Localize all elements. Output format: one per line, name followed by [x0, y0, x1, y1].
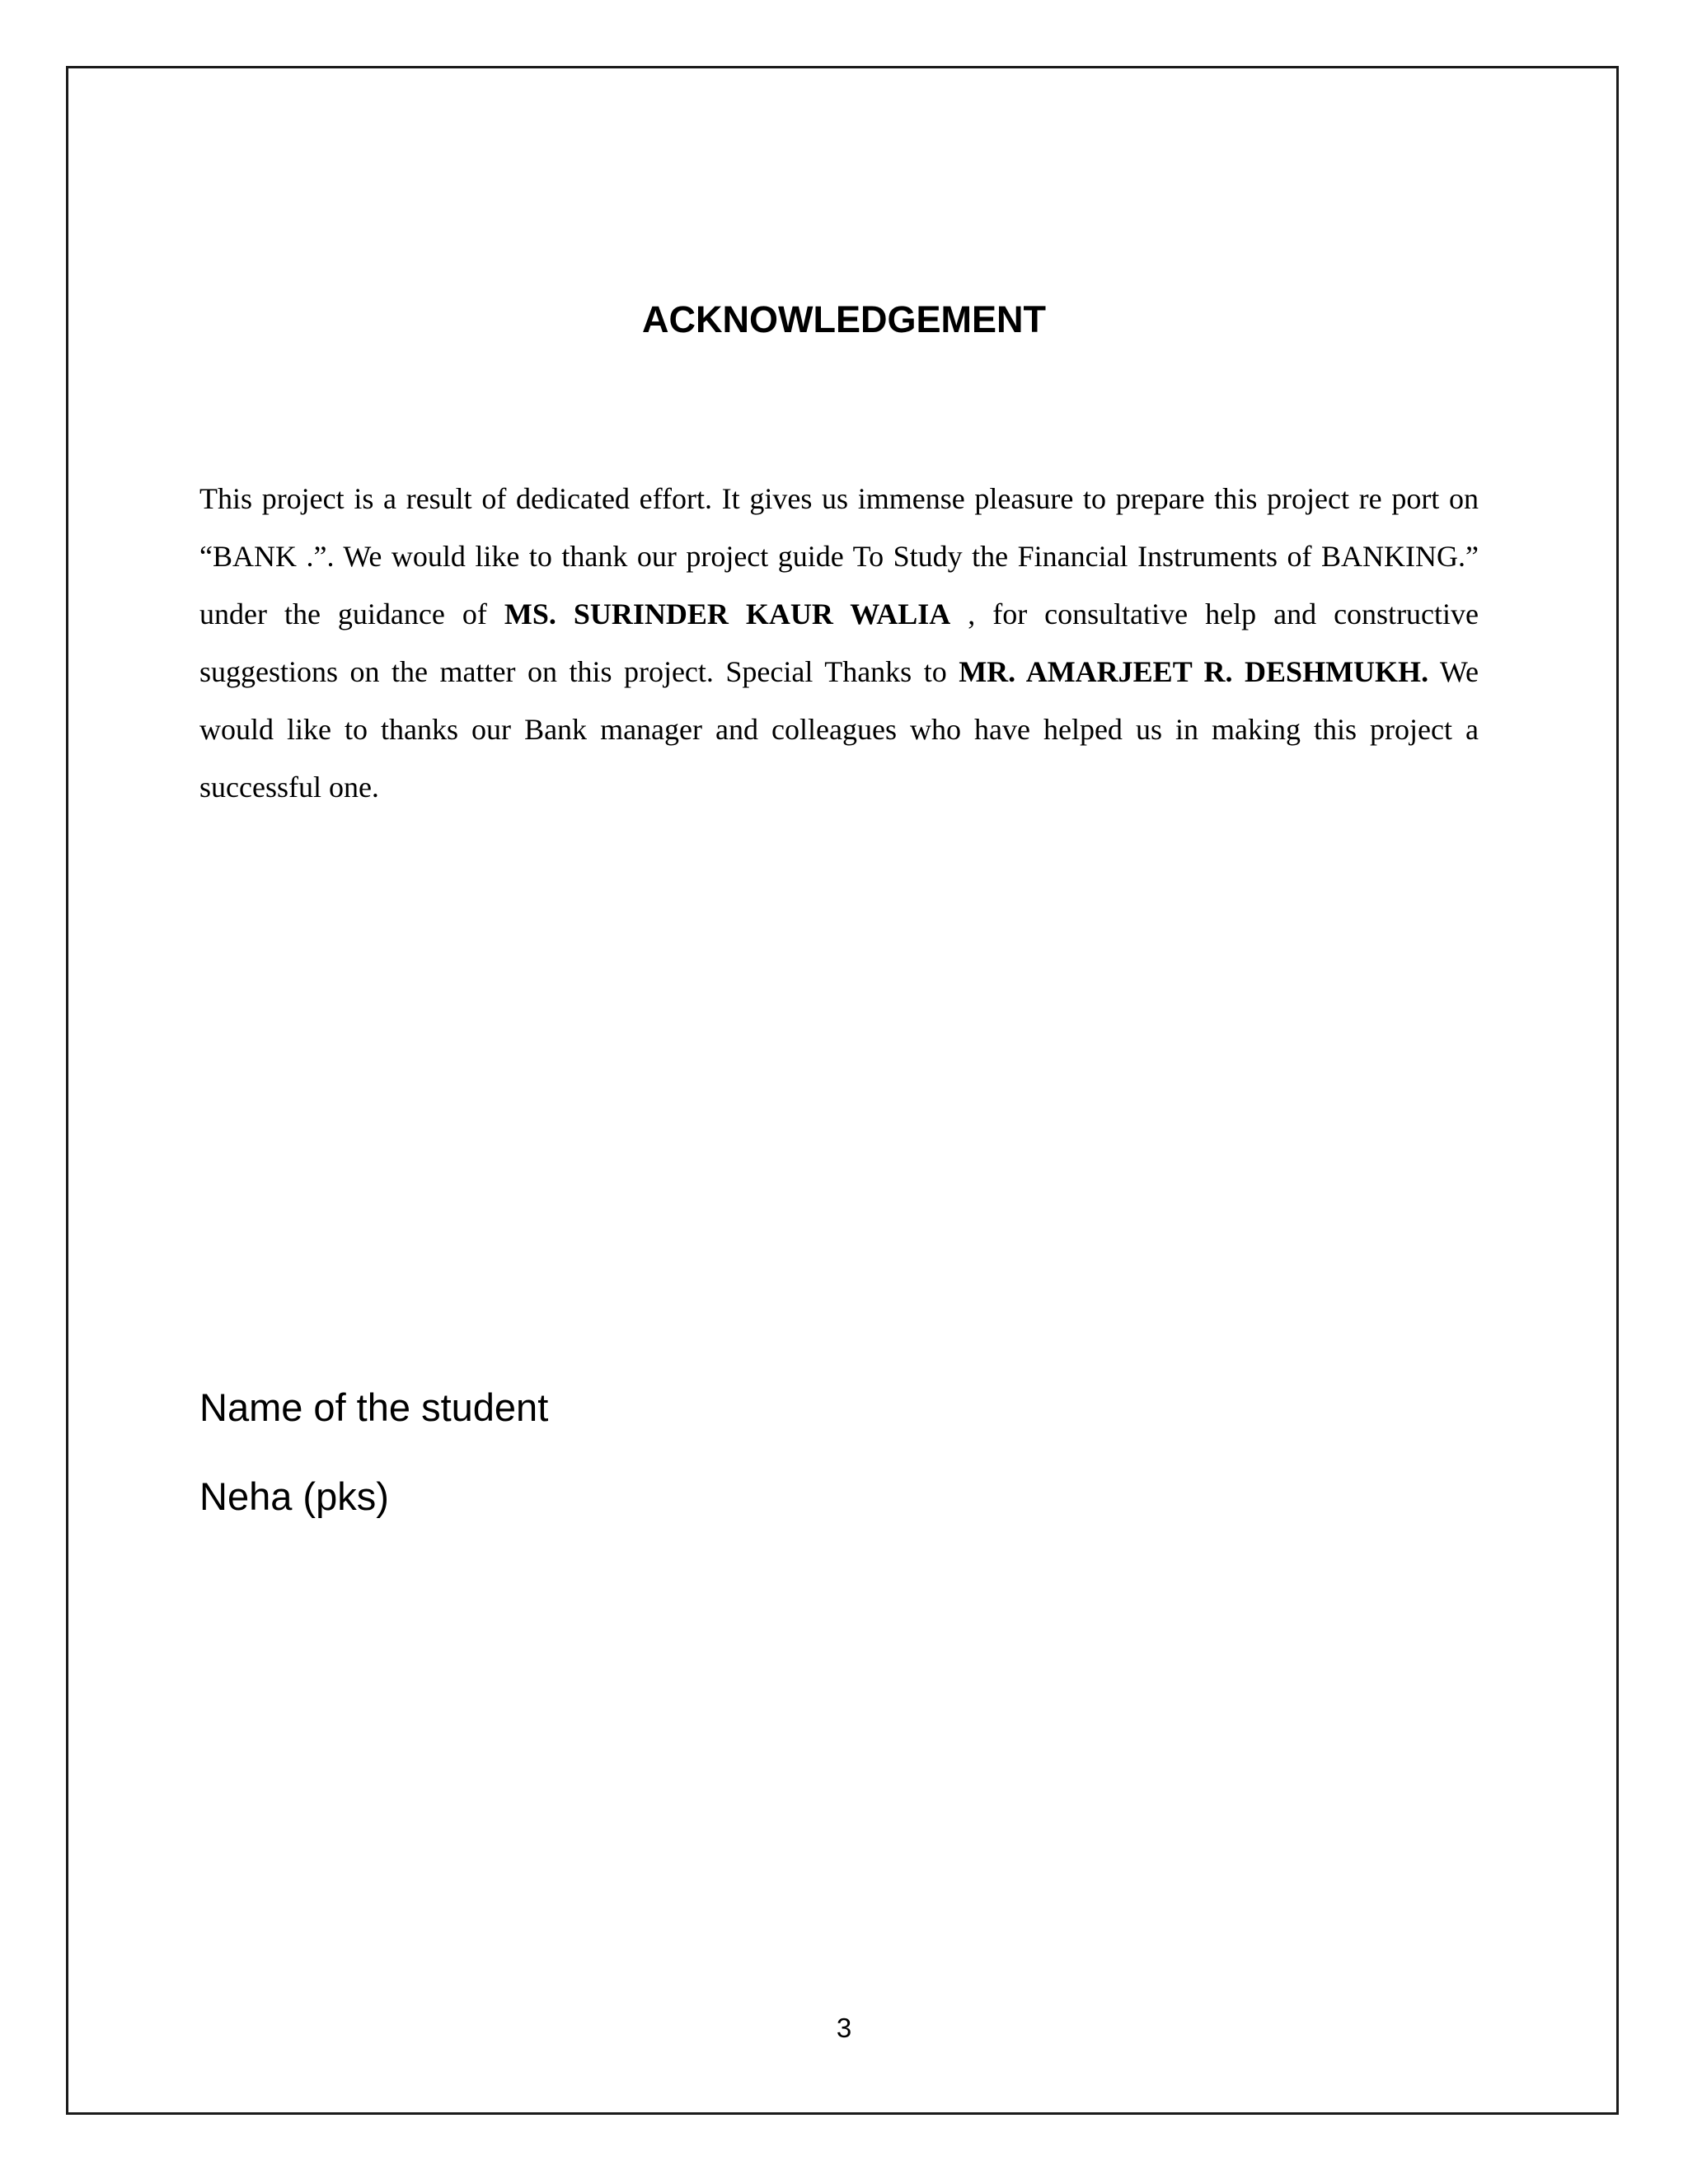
acknowledgement-paragraph [199, 470, 1479, 816]
paragraph-text-part-1: This project is a result of dedicated effort. It gives us immense pleasure to prepare this project re port on “BANK .”. We would like to thank our project guide To Study the Financial Instruments of BANKING.” under the guidance of [199, 482, 1479, 630]
guide-name: MS. SURINDER KAUR WALIA [504, 598, 951, 630]
paragraph-text-part-3: We would like to thanks our Bank manager and colleagues who have helped us in making this project a successful one. [199, 655, 1479, 804]
page-border [66, 66, 1619, 2115]
student-label: Name of the student [199, 1385, 549, 1429]
student-name: Neha (pks) [199, 1474, 389, 1518]
paragraph-text-part-2: , for consultative help and constructive suggestions on the matter on this project. Special Thanks to [199, 598, 1479, 688]
page-number: 3 [836, 2013, 852, 2043]
page-title: ACKNOWLEDGEMENT [642, 298, 1046, 340]
special-thanks-name: MR. AMARJEET R. DESHMUKH. [959, 655, 1429, 688]
